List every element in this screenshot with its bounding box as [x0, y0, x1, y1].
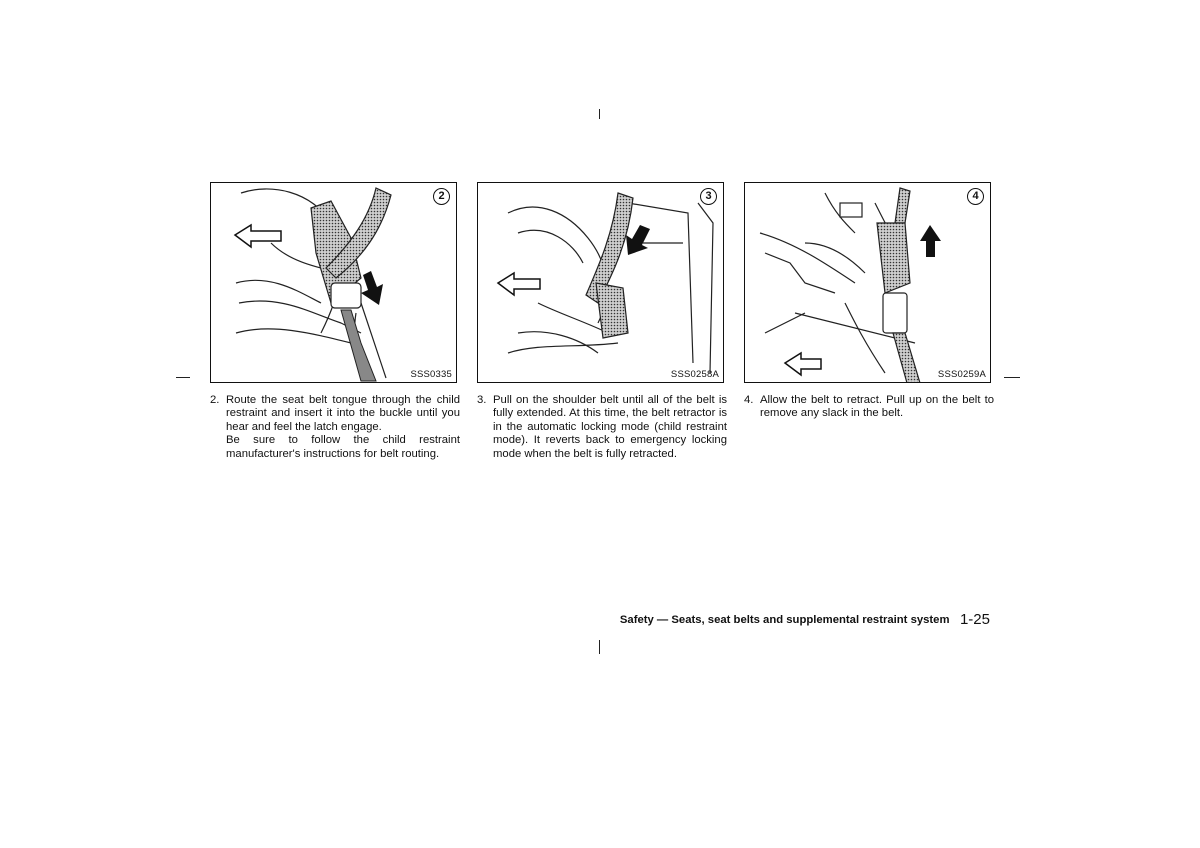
crop-mark-top [599, 109, 600, 119]
crop-mark-bottom [599, 640, 600, 654]
circled-step-number: 4 [967, 188, 984, 205]
crop-mark-right [1004, 377, 1020, 378]
step-text: Allow the belt to retract. Pull up on the belt to remove any slack in the belt. [760, 394, 994, 420]
arrow-down-filled-icon [361, 271, 383, 305]
circled-step-number: 3 [700, 188, 717, 205]
figure-step-4 [744, 182, 991, 383]
step-3 [477, 394, 727, 461]
illustration-belt-retract [745, 183, 991, 383]
page-footer [620, 611, 990, 627]
section-title: Safety — Seats, seat belts and supplemental restraint system [619, 613, 950, 626]
arrow-left-outline-icon [498, 273, 540, 295]
step-2 [210, 394, 460, 461]
arrow-left-outline-icon [785, 353, 821, 375]
illustration-buckle-insert [211, 183, 457, 383]
figure-step-2 [210, 182, 457, 383]
figure-code: SSS0258A [670, 369, 719, 380]
step-number: 3. [477, 394, 487, 406]
step-number: 4. [744, 394, 754, 406]
illustration-belt-extend [478, 183, 724, 383]
crop-mark-left [176, 377, 190, 378]
step-4 [744, 394, 994, 421]
arrow-left-outline-icon [235, 225, 281, 247]
arrow-up-filled-icon [920, 225, 941, 257]
step-note: Be sure to follow the child restraint manufacturer's instructions for belt routing. [226, 434, 460, 460]
step-number: 2. [210, 394, 220, 406]
figure-code: SSS0259A [937, 369, 986, 380]
figure-step-3 [477, 182, 724, 383]
step-text: Route the seat belt tongue through the child restraint and insert it into the buckle until you hear and feel the latch engage. [226, 394, 460, 433]
figure-code: SSS0335 [410, 369, 452, 380]
arrow-down-filled-icon [626, 225, 650, 255]
page-number: 1-25 [959, 611, 990, 629]
step-text: Pull on the shoulder belt until all of the belt is fully extended. At this time, the belt retractor is in the automatic locking mode (child restraint mode). It reverts back to emergency locking mode when the belt is fully retracted. [493, 394, 727, 460]
circled-step-number: 2 [433, 188, 450, 205]
